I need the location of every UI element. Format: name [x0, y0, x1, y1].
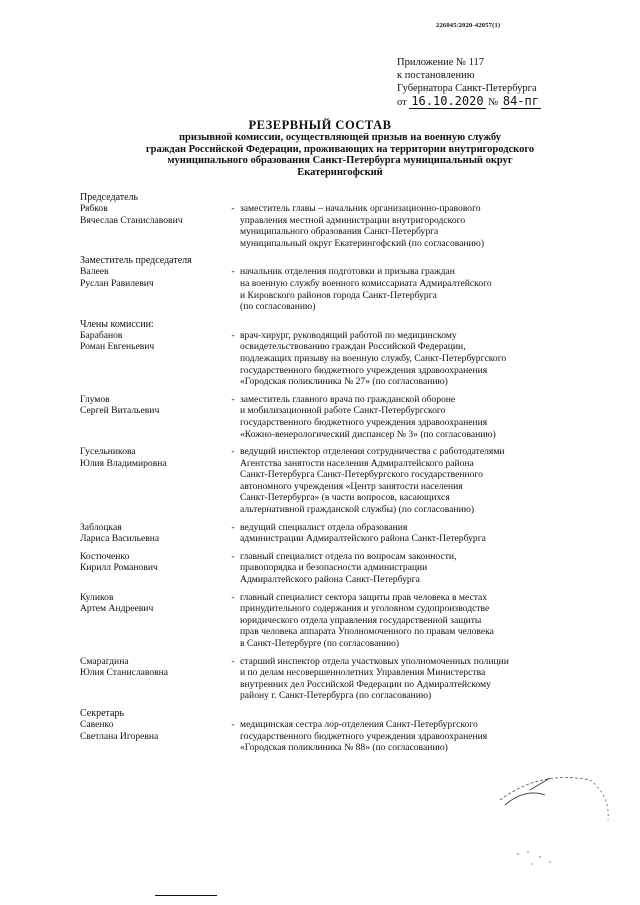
- member-position-line: альтернативной гражданской службы) (по согласованию): [240, 504, 475, 516]
- member-dash: -: [231, 591, 235, 603]
- member-position-line: на военную службу военного комиссариата Адмиралтейского: [240, 277, 492, 289]
- member-position-line: юридического отдела управления государственной защиты: [240, 614, 482, 626]
- section-heading: Заместитель председателя: [80, 255, 192, 267]
- member-position-line: подлежащих призыву на военную службу, Санкт-Петербургского: [240, 352, 507, 364]
- member-name-line: Рябков: [80, 203, 108, 214]
- signature-line: [155, 895, 217, 896]
- member-name-line: Глумов: [80, 393, 110, 405]
- member-position-line: заместитель главного врача по гражданской обороне: [240, 393, 456, 405]
- section-heading: Члены комиссии:: [80, 318, 154, 330]
- member-position-line: ведущий инспектор отделения сотрудничества с работодателями: [240, 446, 505, 458]
- member-row: [80, 266, 625, 312]
- document-title: РЕЗЕРВНЫЙ СОСТАВ: [248, 118, 392, 132]
- member-name-line: Артем Андреевич: [80, 603, 154, 615]
- member-position-line: государственного бюджетного учреждения здравоохранения: [240, 416, 488, 428]
- member-name-line: Заблоцкая: [80, 521, 122, 533]
- subtitle-line: Екатерингофский: [297, 166, 383, 178]
- member-position-line: заместитель главы – начальник организационно-правового: [240, 203, 481, 214]
- member-row: [80, 522, 625, 545]
- member-position: [240, 592, 625, 650]
- member-name-line: Гусельникова: [80, 446, 136, 458]
- seal-stamp-icon: [470, 760, 620, 860]
- member-row: [80, 394, 625, 440]
- member-row: [80, 719, 625, 754]
- member-position: [240, 266, 625, 312]
- member-position-line: прав человека аппарата Уполномоченного по правам человека: [240, 626, 494, 638]
- member-position-line: начальник отделения подготовки и призыва граждан: [240, 266, 455, 278]
- member-position-line: и мобилизационной работе Санкт-Петербургского: [240, 405, 446, 417]
- member-position-line: администрации Адмиралтейского района Санкт-Петербурга: [240, 533, 486, 545]
- member-position-line: главный специалист отдела по вопросам законности,: [240, 550, 457, 562]
- member-name-line: Барабанов: [80, 329, 123, 341]
- number-value: 84-пг: [502, 94, 539, 108]
- member-name-line: Смарагдина: [80, 655, 129, 667]
- appendix-date-line: [397, 95, 622, 109]
- member-position-line: «Городская поликлиника № 88» (по согласованию): [240, 742, 448, 754]
- member-name: [80, 592, 226, 650]
- member-position-line: Агентства занятости населения Адмиралтейского района: [240, 457, 474, 469]
- member-name: [80, 719, 226, 754]
- number-prefix: №: [488, 97, 499, 108]
- member-position-line: (по согласованию): [240, 301, 316, 313]
- member-name: [80, 394, 226, 440]
- member-row: [80, 551, 625, 586]
- member-name: [80, 656, 226, 702]
- member-name-line: Сергей Витальевич: [80, 405, 160, 417]
- member-position-line: в Санкт-Петербурге (по согласованию): [240, 638, 400, 649]
- member-position-line: и по делам несовершеннолетних Управления Министерства: [240, 667, 486, 679]
- member-position-line: освидетельствованию граждан Российской Федерации,: [240, 341, 466, 353]
- member-position: [240, 394, 625, 440]
- member-position-line: «Городская поликлиника № 27» (по согласованию): [240, 376, 448, 388]
- member-dash: -: [231, 329, 235, 341]
- member-position-line: управления местной администрации внутригородского: [240, 214, 466, 226]
- member-position-line: Санкт-Петербурга Санкт-Петербургского государственного: [240, 469, 483, 481]
- member-position-line: и Кировского районов города Санкт-Петербурга: [240, 289, 437, 301]
- subtitle-line: муниципального образования Санкт-Петербурга муниципальный округ: [167, 155, 513, 166]
- member-row: [80, 592, 625, 650]
- section-heading: Секретарь: [80, 707, 125, 719]
- member-name: [80, 330, 226, 388]
- member-position-line: муниципального образования Санкт-Петербурга: [240, 226, 439, 238]
- document-subtitle: [90, 132, 590, 178]
- member-dash: -: [231, 718, 235, 730]
- commission-members-list: [80, 192, 625, 760]
- member-name-line: Роман Евгеньевич: [80, 341, 155, 353]
- member-position-line: принудительного содержания и уголовном судопроизводстве: [240, 603, 490, 615]
- member-position-line: государственного бюджетного учреждения здравоохранения: [240, 730, 488, 742]
- member-position: [240, 330, 625, 388]
- member-position-line: автономного учреждения «Центр занятости населения: [240, 480, 463, 492]
- member-position: [240, 446, 625, 516]
- member-name-line: Костюченко: [80, 550, 130, 562]
- member-name-line: Светлана Игоревна: [80, 730, 159, 742]
- member-name: [80, 446, 226, 516]
- member-row: [80, 203, 625, 249]
- subtitle-line: призывной комиссии, осуществляющей призыв на военную службу: [179, 132, 501, 143]
- appendix-line: к постановлению: [397, 70, 475, 81]
- document-registration-number: 226045/2020-42057(1): [436, 22, 501, 29]
- scan-marks-icon: [510, 848, 560, 872]
- subtitle-line: граждан Российской Федерации, проживающих на территории внутригородского: [145, 143, 535, 155]
- member-name-line: Руслан Равилевич: [80, 277, 154, 289]
- member-dash: -: [231, 521, 235, 533]
- member-position-line: медицинская сестра лор-отделения Санкт-Петербургского: [240, 718, 478, 730]
- member-position-line: врач-хирург, руководящий работой по медицинскому: [240, 329, 457, 341]
- appendix-line: Приложение № 117: [397, 57, 484, 68]
- member-position: [240, 719, 625, 754]
- member-position: [240, 656, 625, 702]
- member-position-line: муниципальный округ Екатерингофский (по согласованию): [240, 237, 485, 249]
- member-name-line: Куликов: [80, 591, 114, 603]
- member-dash: -: [231, 266, 235, 278]
- date-prefix: от: [397, 97, 407, 108]
- member-name-line: Юлия Станиславовна: [80, 667, 169, 679]
- member-name: [80, 522, 226, 545]
- member-position-line: старший инспектор отдела участковых уполномоченных полиции: [240, 655, 509, 667]
- member-name: [80, 203, 226, 249]
- member-dash: -: [231, 393, 235, 405]
- section-heading: Председатель: [80, 192, 139, 203]
- date-value: 16.10.2020: [411, 94, 484, 108]
- member-position-line: государственного бюджетного учреждения здравоохранения: [240, 364, 488, 376]
- member-position-line: Санкт-Петербурга» (в части вопросов, касающихся: [240, 492, 450, 504]
- member-position-line: «Кожно-венерологический диспансер № 3» (по согласованию): [240, 428, 496, 440]
- member-position: [240, 551, 625, 586]
- member-row: [80, 330, 625, 388]
- member-position: [240, 522, 625, 545]
- member-position-line: главный специалист сектора защиты прав человека в местах: [240, 591, 488, 603]
- member-position-line: внутренних дел Российской Федерации по Адмиралтейскому: [240, 678, 491, 690]
- member-position: [240, 203, 625, 249]
- member-position-line: ведущий специалист отдела образования: [240, 521, 408, 533]
- member-position-line: Адмиралтейского района Санкт-Петербурга: [240, 574, 420, 586]
- member-name-line: Валеев: [80, 266, 109, 278]
- member-name-line: Кирилл Романович: [80, 562, 158, 574]
- member-dash: -: [231, 550, 235, 562]
- member-name: [80, 551, 226, 586]
- member-dash: -: [231, 655, 235, 667]
- member-dash: -: [231, 446, 235, 458]
- appendix-block: [397, 56, 622, 109]
- member-name-line: Лариса Васильевна: [80, 533, 160, 545]
- appendix-line: Губернатора Санкт-Петербурга: [397, 83, 537, 94]
- member-row: [80, 656, 625, 702]
- member-name-line: Вячеслав Станиславович: [80, 214, 183, 226]
- member-name: [80, 266, 226, 312]
- member-row: [80, 446, 625, 516]
- member-position-line: району г. Санкт-Петербурга (по согласованию): [240, 690, 432, 702]
- member-position-line: правопорядка и безопасности администрации: [240, 562, 428, 574]
- member-name-line: Юлия Владимировна: [80, 457, 167, 469]
- member-dash: -: [231, 203, 235, 214]
- member-name-line: Савенко: [80, 718, 114, 730]
